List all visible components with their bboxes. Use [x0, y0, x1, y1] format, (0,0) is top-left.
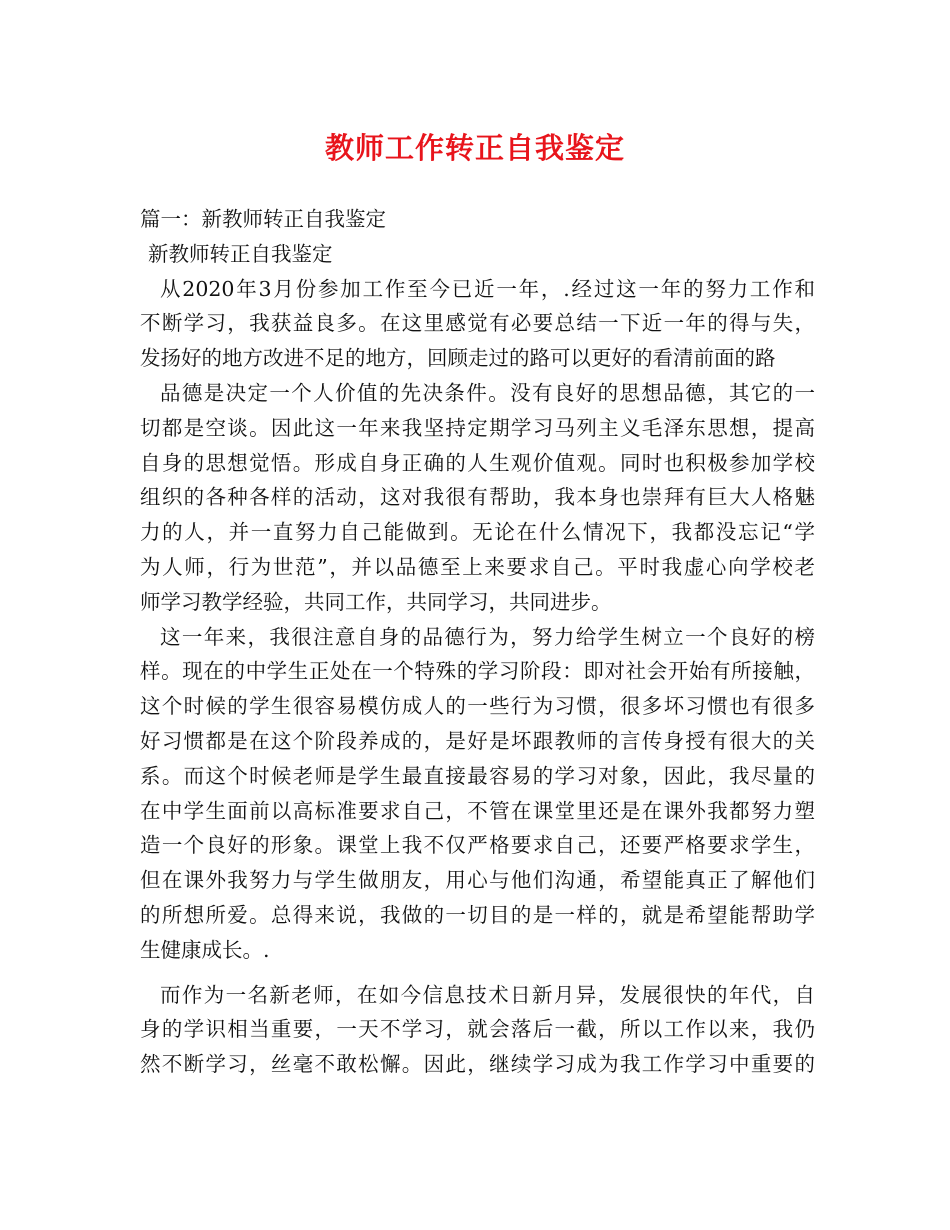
paragraph-line: 不断学习，我获益良多。在这里感觉有必要总结一下近一年的得与失，	[140, 311, 815, 336]
paragraph-line: 造一个良好的形象。课堂上我不仅严格要求自己，还要严格要求学生，	[140, 833, 815, 858]
paragraph-line: 系。而这个时候老师是学生最直接最容易的学习对象，因此，我尽量的	[140, 763, 815, 788]
paragraph-line: 发扬好的地方改进不足的地方，回顾走过的路可以更好的看清前面的路	[140, 346, 776, 371]
section-heading: 篇一：新教师转正自我鉴定	[140, 207, 386, 231]
paragraph-line: 这个时候的学生很容易模仿成人的一些行为习惯，很多坏习惯也有很多	[140, 694, 815, 719]
paragraph-line: 生健康成长。.	[140, 937, 270, 962]
paragraph-line: 这一年来，我很注意自身的品德行为，努力给学生树立一个良好的榜	[160, 624, 815, 649]
paragraph-line: 好习惯都是在这个阶段养成的，是好是坏跟教师的言传身授有很大的关	[140, 728, 815, 753]
paragraph-line: 而作为一名新老师，在如今信息技术日新月异，发展很快的年代，自	[160, 982, 815, 1007]
paragraph-line: 的所想所爱。总得来说，我做的一切目的是一样的，就是希望能帮助学	[140, 902, 815, 927]
paragraph-line: 自身的思想觉悟。形成自身正确的人生观价值观。同时也积极参加学校	[140, 450, 815, 475]
paragraph-line: 身的学识相当重要，一天不学习，就会落后一截，所以工作以来，我仍	[140, 1017, 815, 1042]
paragraph-line: 样。现在的中学生正处在一个特殊的学习阶段：即对社会开始有所接触，	[140, 659, 815, 684]
paragraph-line: 切都是空谈。因此这一年来我坚持定期学习马列主义毛泽东思想，提高	[140, 415, 815, 440]
paragraph-line: 在中学生面前以高标准要求自己，不管在课堂里还是在课外我都努力塑	[140, 798, 815, 823]
paragraph-line: 组织的各种各样的活动，这对我很有帮助，我本身也崇拜有巨大人格魅	[140, 485, 815, 510]
paragraph-line: 品德是决定一个人价值的先决条件。没有良好的思想品德，其它的一	[160, 380, 815, 405]
paragraph-line: 为人师，行为世范”，并以品德至上来要求自己。平时我虚心向学校老	[140, 554, 815, 579]
paragraph-line: 力的人，并一直努力自己能做到。无论在什么情况下，我都没忘记“学	[140, 520, 815, 545]
paragraph-line: 从2020年3月份参加工作至今已近一年，.经过这一年的努力工作和	[160, 276, 815, 301]
document-title: 教师工作转正自我鉴定	[324, 131, 625, 165]
paragraph-gap	[140, 968, 815, 978]
subheading: 新教师转正自我鉴定	[148, 241, 333, 266]
paragraph-line: 然不断学习，丝毫不敢松懈。因此，继续学习成为我工作学习中重要的	[140, 1052, 815, 1077]
paragraph-line: 师学习教学经验，共同工作，共同学习，共同进步。	[140, 589, 612, 614]
document-body	[140, 202, 815, 1082]
paragraph-line: 但在课外我努力与学生做朋友，用心与他们沟通，希望能真正了解他们	[140, 868, 815, 893]
